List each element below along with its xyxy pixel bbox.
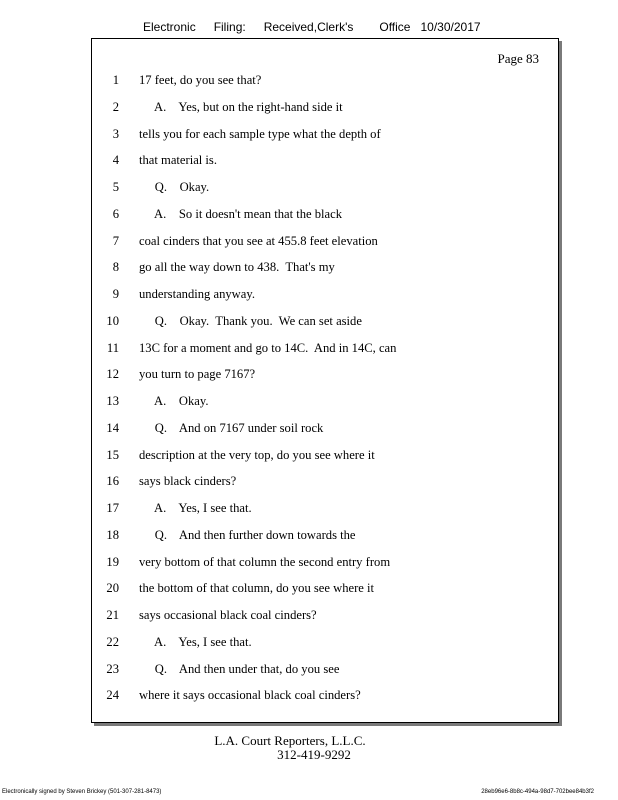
filing-header — [143, 20, 499, 34]
transcript-line — [92, 127, 558, 147]
line-text: where it says occasional black coal cinders? — [139, 688, 361, 703]
transcript-line — [92, 394, 558, 414]
line-text: says black cinders? — [139, 474, 237, 489]
line-text: A. Yes, but on the right-hand side it — [139, 99, 343, 114]
transcript-line — [92, 448, 558, 468]
transcript-line — [92, 581, 558, 601]
signature-right: 28eb96e6-8b8c-494a-98d7-702bee84b3f2 — [481, 789, 594, 795]
transcript-line — [92, 662, 558, 682]
line-number: 7 — [112, 233, 119, 248]
transcript-line — [92, 421, 558, 441]
line-text: go all the way down to 438. That's my — [139, 260, 335, 275]
transcript-line — [92, 314, 558, 334]
filing-header-date: 10/30/2017 — [420, 20, 481, 34]
transcript-line — [92, 367, 558, 387]
line-text: coal cinders that you see at 455.8 feet elevation — [139, 233, 378, 248]
line-number: 9 — [112, 287, 119, 301]
line-text: Q. Okay. — [139, 180, 210, 194]
line-number: 14 — [106, 420, 119, 435]
transcript-line — [92, 234, 558, 254]
page-number: Page 83 — [497, 51, 539, 66]
transcript-line — [92, 100, 558, 120]
line-text: the bottom of that column, do you see where it — [139, 581, 375, 596]
filing-header-office: Office — [379, 20, 411, 34]
transcript-line — [92, 555, 558, 575]
line-number: 1 — [112, 73, 119, 87]
line-text: A. Yes, I see that. — [139, 634, 252, 649]
transcript-line — [92, 341, 558, 361]
transcript-line — [92, 207, 558, 227]
line-text: Q. And on 7167 under soil rock — [139, 420, 324, 435]
line-number: 10 — [106, 313, 119, 328]
line-text: description at the very top, do you see where it — [139, 447, 375, 462]
line-text: you turn to page 7167? — [139, 367, 256, 382]
line-text: that material is. — [139, 153, 217, 168]
signature-left: Electronically signed by Steven Brickey (501-307-281-8473) — [2, 789, 162, 795]
transcript-line — [92, 73, 558, 93]
line-text: A. So it doesn't mean that the black — [139, 206, 343, 221]
transcript-line — [92, 501, 558, 521]
line-number: 4 — [112, 153, 119, 168]
line-number: 16 — [106, 474, 119, 489]
line-text: 13C for a moment and go to 14C. And in 14C, can — [139, 340, 397, 355]
line-number: 17 — [106, 501, 119, 515]
line-number: 11 — [106, 340, 119, 355]
line-number: 3 — [112, 126, 119, 141]
line-number: 23 — [106, 661, 119, 676]
transcript-line — [92, 287, 558, 307]
footer-company: L.A. Court Reporters, L.L.C. — [214, 733, 366, 748]
line-number: 24 — [106, 688, 119, 703]
line-text: A. Okay. — [139, 394, 209, 408]
line-number: 19 — [106, 554, 119, 569]
line-number: 8 — [112, 260, 119, 275]
line-number: 22 — [106, 634, 119, 649]
filing-header-received: Received,Clerk's — [263, 20, 354, 34]
line-number: 6 — [112, 206, 119, 221]
transcript-line — [92, 153, 558, 173]
line-number: 12 — [106, 367, 119, 382]
line-number: 21 — [106, 608, 119, 622]
transcript-line — [92, 474, 558, 494]
line-number: 18 — [106, 527, 119, 542]
line-number: 20 — [106, 581, 119, 596]
transcript-line — [92, 528, 558, 548]
line-text: Q. Okay. Thank you. We can set aside — [139, 313, 362, 328]
line-text: 17 feet, do you see that? — [139, 73, 262, 87]
line-text: very bottom of that column the second entry from — [139, 554, 391, 569]
line-text: Q. And then under that, do you see — [139, 661, 340, 676]
transcript-line — [92, 635, 558, 655]
line-text: tells you for each sample type what the depth of — [139, 126, 381, 141]
line-number: 2 — [112, 99, 119, 114]
line-text: says occasional black coal cinders? — [139, 608, 317, 622]
line-number: 13 — [106, 394, 119, 408]
line-text: A. Yes, I see that. — [139, 501, 252, 515]
line-number: 5 — [112, 180, 119, 194]
transcript-page — [91, 38, 559, 723]
line-text: Q. And then further down towards the — [139, 527, 356, 542]
line-number: 15 — [106, 447, 119, 462]
transcript-line — [92, 260, 558, 280]
footer-phone: 312-419-9292 — [277, 747, 351, 762]
filing-header-filing: Filing: — [213, 20, 246, 34]
transcript-line — [92, 608, 558, 628]
line-text: understanding anyway. — [139, 287, 255, 301]
filing-header-electronic: Electronic — [143, 20, 196, 34]
transcript-line — [92, 180, 558, 200]
transcript-line — [92, 688, 558, 708]
